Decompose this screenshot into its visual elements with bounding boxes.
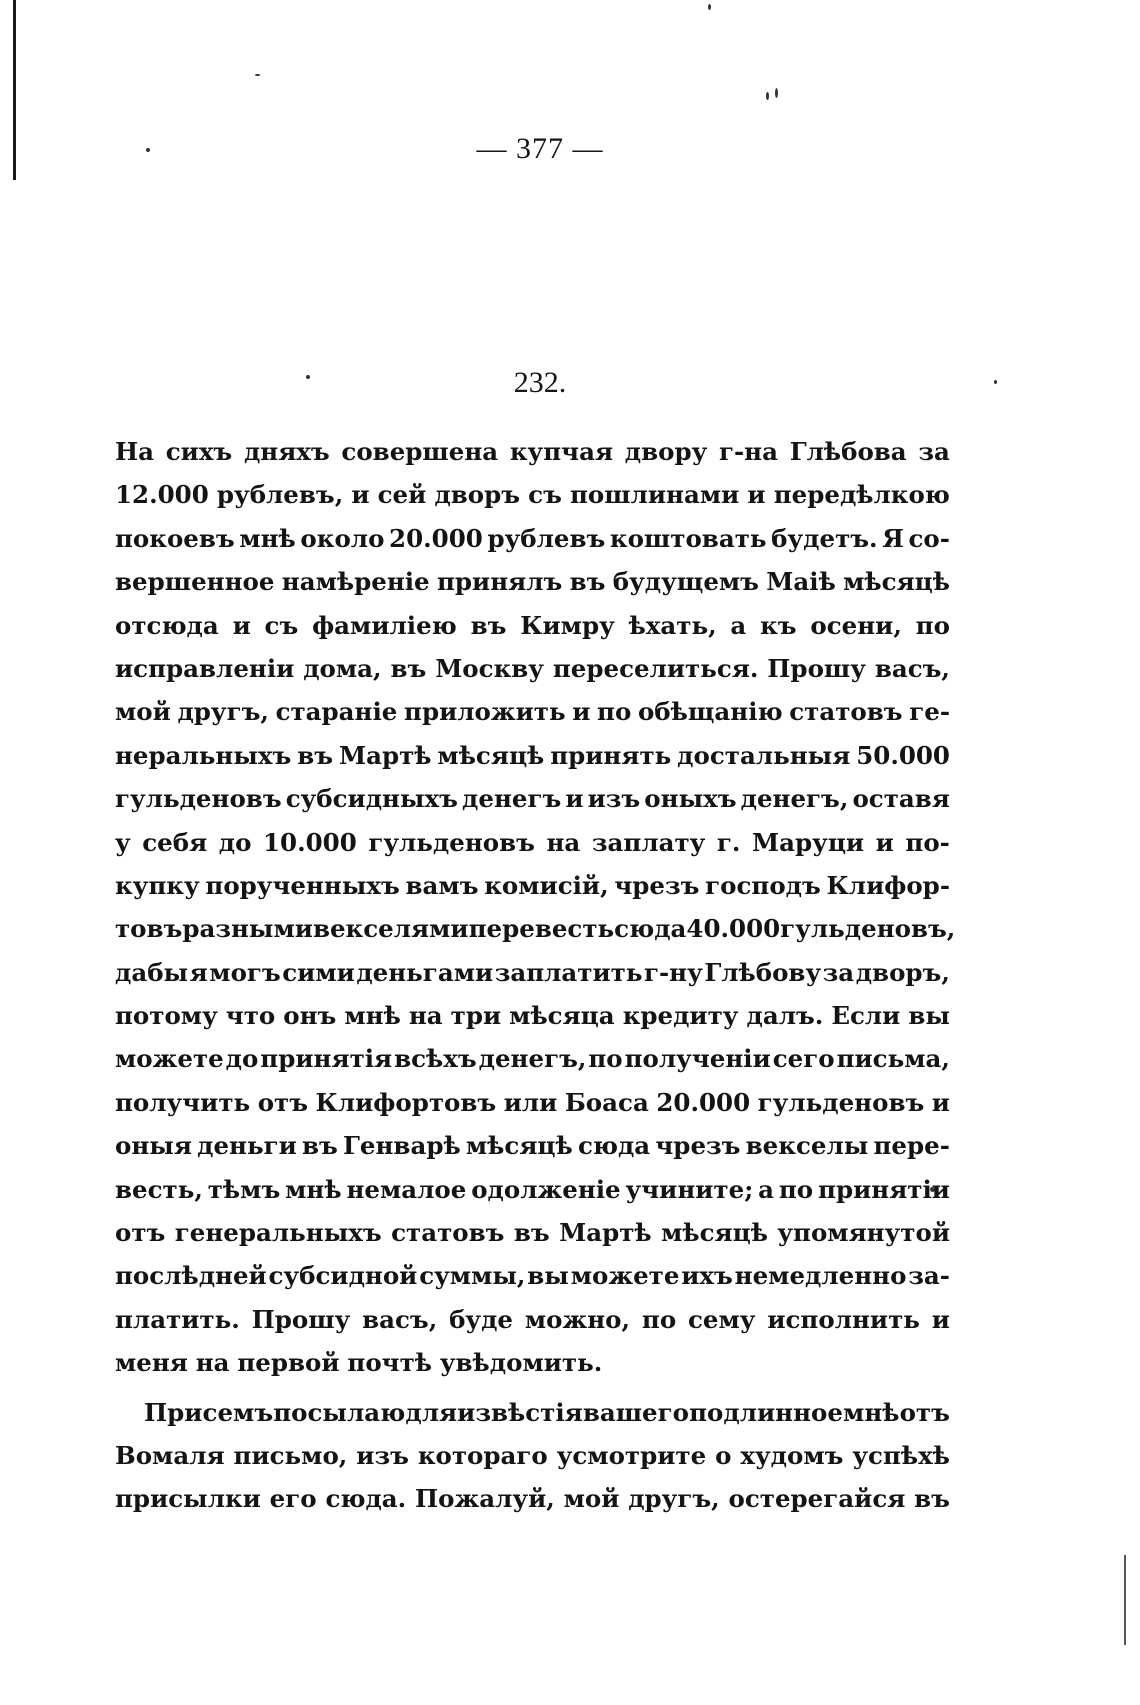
- text-line: мой другъ, стараніе приложить и по обѣщанію статовъ ге-: [115, 697, 950, 727]
- paragraph: [115, 430, 956, 1385]
- text-line: можете до принятія всѣхъ денегъ, по полученіи сего письма,: [115, 1044, 950, 1074]
- text-line: товъ разными векселями перевесть сюда 40.000 гульденовъ,: [115, 914, 956, 944]
- text-line: дабы я могъ сими деньгами заплатить г-ну Глѣбову за дворъ,: [115, 957, 950, 987]
- text-line: меня на первой почтѣ увѣдомить.: [115, 1348, 603, 1378]
- text-line: оныя деньги въ Генварѣ мѣсяцѣ сюда чрезъ векселы пере-: [115, 1131, 950, 1161]
- text-line: отъ генеральныхъ статовъ въ Мартѣ мѣсяцѣ упомянутой: [115, 1218, 950, 1248]
- text-line: потому что онъ мнѣ на три мѣсяца кредиту далъ. Если вы: [115, 1001, 950, 1031]
- letter-body: [115, 430, 956, 1521]
- text-line: неральныхъ въ Мартѣ мѣсяцѣ принять достальныя 50.000: [115, 740, 950, 770]
- page-number-header: — 377 —: [476, 132, 604, 165]
- text-line: 12.000 рублевъ, и сей дворъ съ пошлинами и передѣлкою: [115, 480, 950, 510]
- scan-speck: [255, 74, 260, 76]
- scan-speck: [775, 88, 778, 98]
- text-line: вершенное намѣреніе принялъ въ будущемъ Маіѣ мѣсяцѣ: [115, 567, 950, 597]
- text-line: При семъ посылаю для извѣстія вашего подлинное мнѣ отъ: [144, 1397, 950, 1427]
- text-line: присылки его сюда. Пожалуй, мой другъ, остерегайся въ: [115, 1484, 950, 1514]
- scan-speck: [766, 92, 769, 100]
- margin-rule: [1124, 1555, 1126, 1645]
- text-line: послѣдней субсидной суммы, вы можете ихъ немедленно за-: [115, 1261, 950, 1291]
- text-line: исправленіи дома, въ Москву переселиться. Прошу васъ,: [115, 653, 950, 683]
- text-line: гульденовъ субсидныхъ денегъ и изъ оныхъ денегъ, оставя: [115, 784, 950, 814]
- text-line: получить отъ Клифортовъ или Боаса 20.000 гульденовъ и: [115, 1087, 950, 1117]
- text-line: купку порученныхъ вамъ комисій, чрезъ господъ Клифор-: [115, 870, 950, 900]
- text-line: весть, тѣмъ мнѣ немалое одолженіе учините; а по принятіи: [115, 1174, 950, 1204]
- text-line: отсюда и съ фамиліею въ Кимру ѣхать, а къ осени, по: [115, 610, 950, 640]
- text-line: платить. Прошу васъ, буде можно, по сему исполнить и: [115, 1304, 950, 1334]
- text-line: у себя до 10.000 гульденовъ на заплату г. Маруци и по-: [115, 827, 950, 857]
- scan-speck: [708, 4, 711, 10]
- paragraph: [115, 1391, 950, 1521]
- letter-number: 232.: [513, 366, 567, 399]
- text-line: покоевъ мнѣ около 20.000 рублевъ коштовать будетъ. Я со-: [115, 523, 950, 553]
- text-line: На сихъ дняхъ совершена купчая двору г-на Глѣбова за: [115, 437, 950, 466]
- text-line: Вомаля письмо, изъ котораго усмотрите о худомъ успѣхѣ: [115, 1440, 950, 1470]
